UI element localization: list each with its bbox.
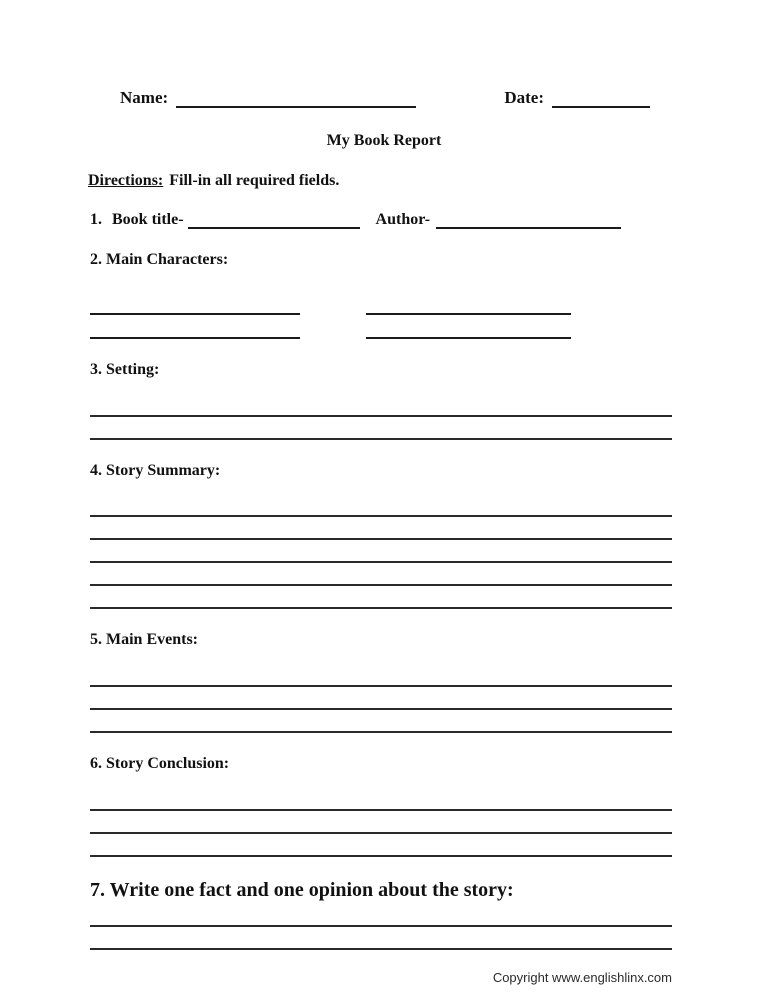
page-title: My Book Report (326, 132, 442, 149)
directions (88, 172, 768, 190)
conclusion-blank-line (90, 811, 672, 834)
date-field (504, 88, 650, 108)
events-blank-line (90, 687, 672, 710)
events-blank-line (90, 664, 672, 687)
book-title-blank-line (188, 211, 360, 229)
item-1-number: 1. (90, 211, 102, 228)
conclusion-lines (90, 788, 672, 857)
character-blank-line (90, 291, 300, 315)
main-characters-label: 2. Main Characters: (90, 251, 229, 268)
date-blank-line (552, 90, 650, 108)
item-main-characters (90, 251, 672, 339)
fact-opinion-label: 7. Write one fact and one opinion about the story: (90, 879, 514, 901)
character-blank-line (366, 315, 571, 339)
item-story-summary (90, 462, 672, 609)
events-blank-line (90, 710, 672, 733)
character-blank-line (366, 291, 571, 315)
story-summary-label: 4. Story Summary: (90, 462, 221, 479)
name-label: Name: (120, 88, 169, 107)
item-story-conclusion (90, 755, 672, 857)
copyright-text: Copyright www.englishlinx.com (492, 970, 672, 985)
summary-blank-line (90, 494, 672, 517)
summary-blank-line (90, 517, 672, 540)
author-blank-line (436, 211, 621, 229)
conclusion-blank-line (90, 788, 672, 811)
name-field (120, 88, 416, 108)
item-fact-opinion (90, 879, 672, 950)
fact-opinion-blank-line (90, 927, 672, 950)
fact-opinion-blank-line (90, 904, 672, 927)
setting-lines (90, 394, 672, 440)
conclusion-blank-line (90, 834, 672, 857)
item-book-title (90, 211, 672, 229)
summary-blank-line (90, 586, 672, 609)
directions-label: Directions: (88, 172, 164, 189)
fact-opinion-lines (90, 904, 672, 950)
setting-blank-line (90, 417, 672, 440)
character-lines-grid (90, 291, 672, 339)
events-lines (90, 664, 672, 733)
date-label: Date: (504, 88, 544, 107)
summary-blank-line (90, 563, 672, 586)
summary-lines (90, 494, 672, 609)
main-events-label: 5. Main Events: (90, 631, 198, 648)
item-setting (90, 361, 672, 440)
setting-blank-line (90, 394, 672, 417)
story-conclusion-label: 6. Story Conclusion: (90, 755, 230, 772)
header-row (120, 88, 650, 108)
directions-text: Fill-in all required fields. (169, 172, 340, 189)
book-title-label: Book title- (112, 211, 184, 228)
setting-label: 3. Setting: (90, 361, 160, 378)
author-label: Author- (375, 211, 431, 228)
name-blank-line (176, 90, 416, 108)
item-main-events (90, 631, 672, 733)
character-blank-line (90, 315, 300, 339)
worksheet-body (90, 211, 672, 950)
summary-blank-line (90, 540, 672, 563)
